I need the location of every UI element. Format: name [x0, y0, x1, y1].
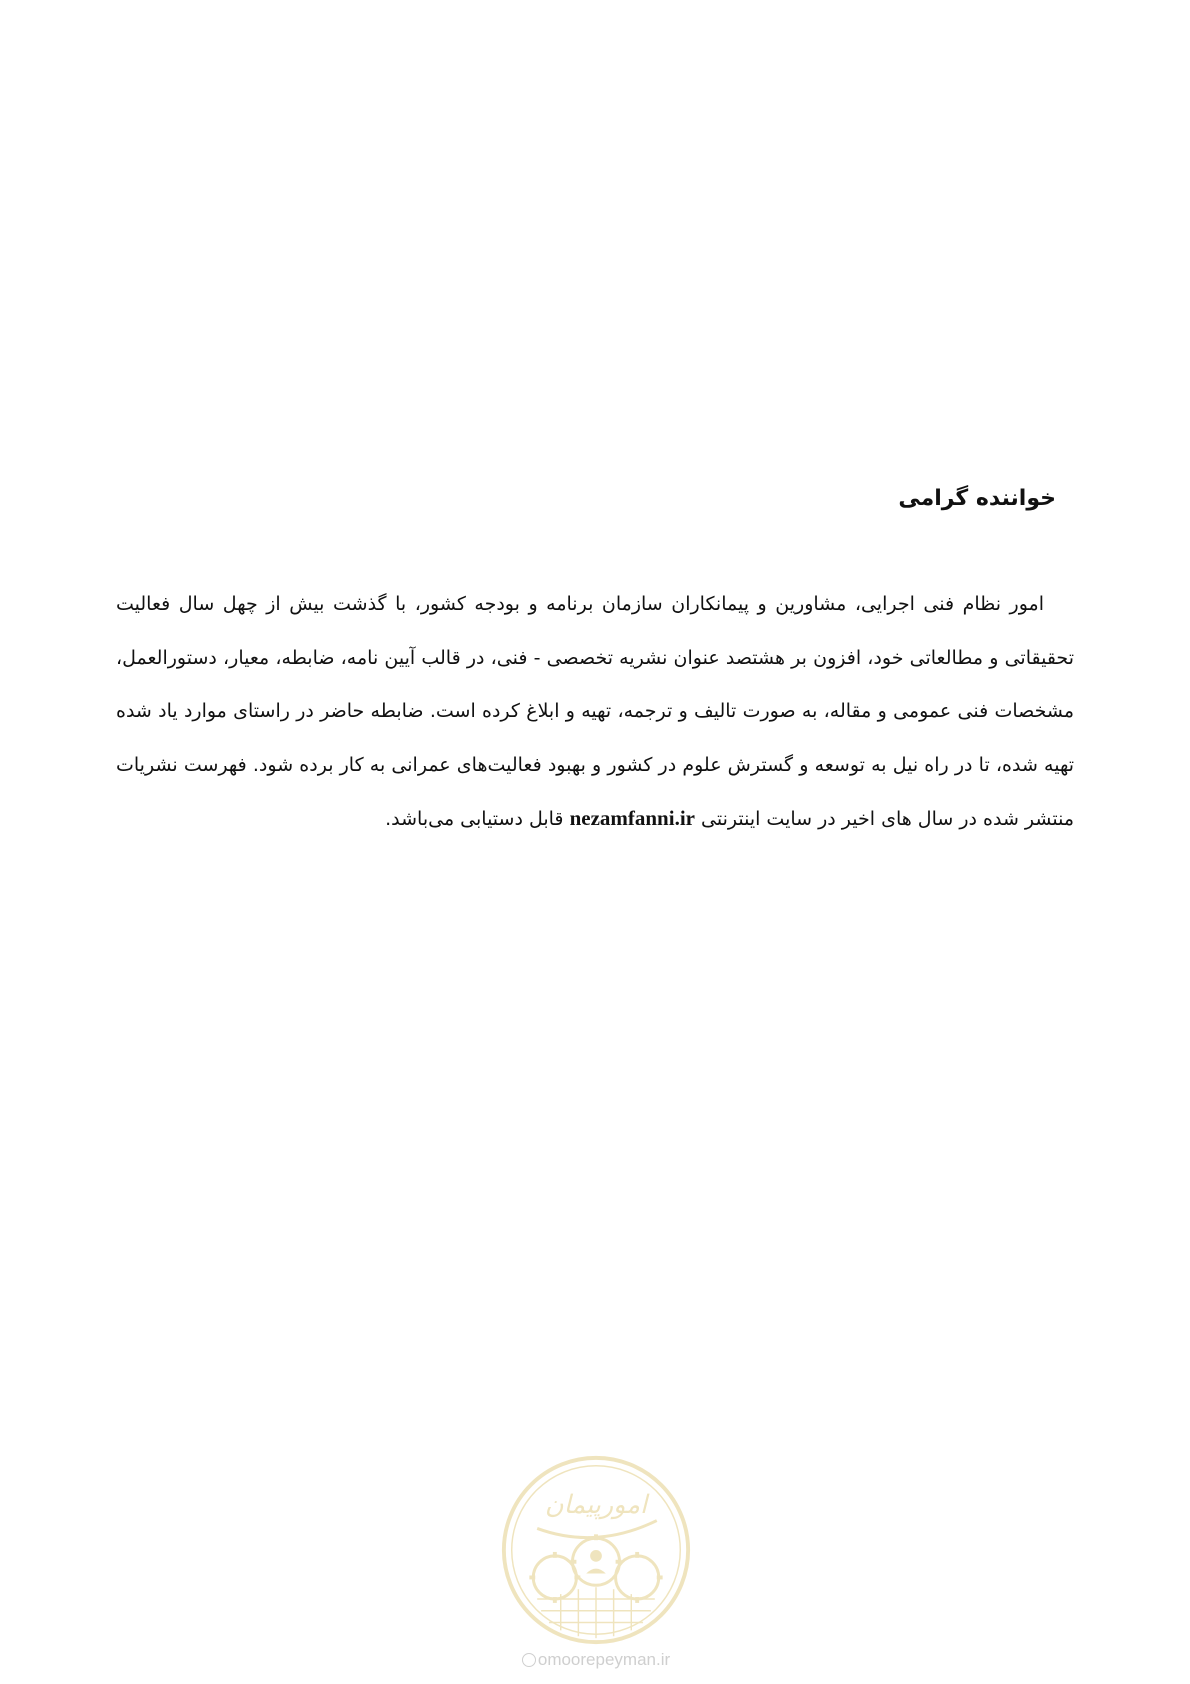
page-heading: خواننده گرامی — [898, 486, 1056, 511]
globe-icon — [522, 1653, 536, 1667]
website-link[interactable]: nezamfanni.ir — [569, 806, 695, 830]
paragraph-text-start: امور نظام فنی اجرایی، مشاورین و پیمانکاران سازمان برنامه و بودجه کشور، با گذشت بیش از چهل سال فعالیت تحقیقاتی و مطالعاتی خود، افزون بر هشتصد عنوان نشریه تخصصی - فنی، در قالب آیین نامه، ضابطه، معیار، دستورالعمل، مشخصات فنی عمومی و مقاله، به صورت تالیف و ترجمه، تهیه و ابلاغ کرده است. ضابطه حاضر در راستای موارد یاد شده تهیه شده، تا در راه نیل به توسعه و گسترش علوم در کشور و بهبود فعالیت‌های عمرانی به کار برده شود. فهرست نشریات منتشر شده در سال های اخیر در سایت اینترنتی — [116, 593, 1074, 830]
intro-paragraph — [116, 578, 1074, 847]
paragraph-text-end: قابل دستیابی می‌باشد. — [385, 808, 564, 830]
watermark-caption-text: omoorepeyman.ir — [537, 1650, 671, 1669]
watermark-logo-text: امورپیمان — [544, 1489, 648, 1520]
watermark-caption — [506, 1650, 686, 1670]
watermark-logo — [498, 1452, 694, 1648]
